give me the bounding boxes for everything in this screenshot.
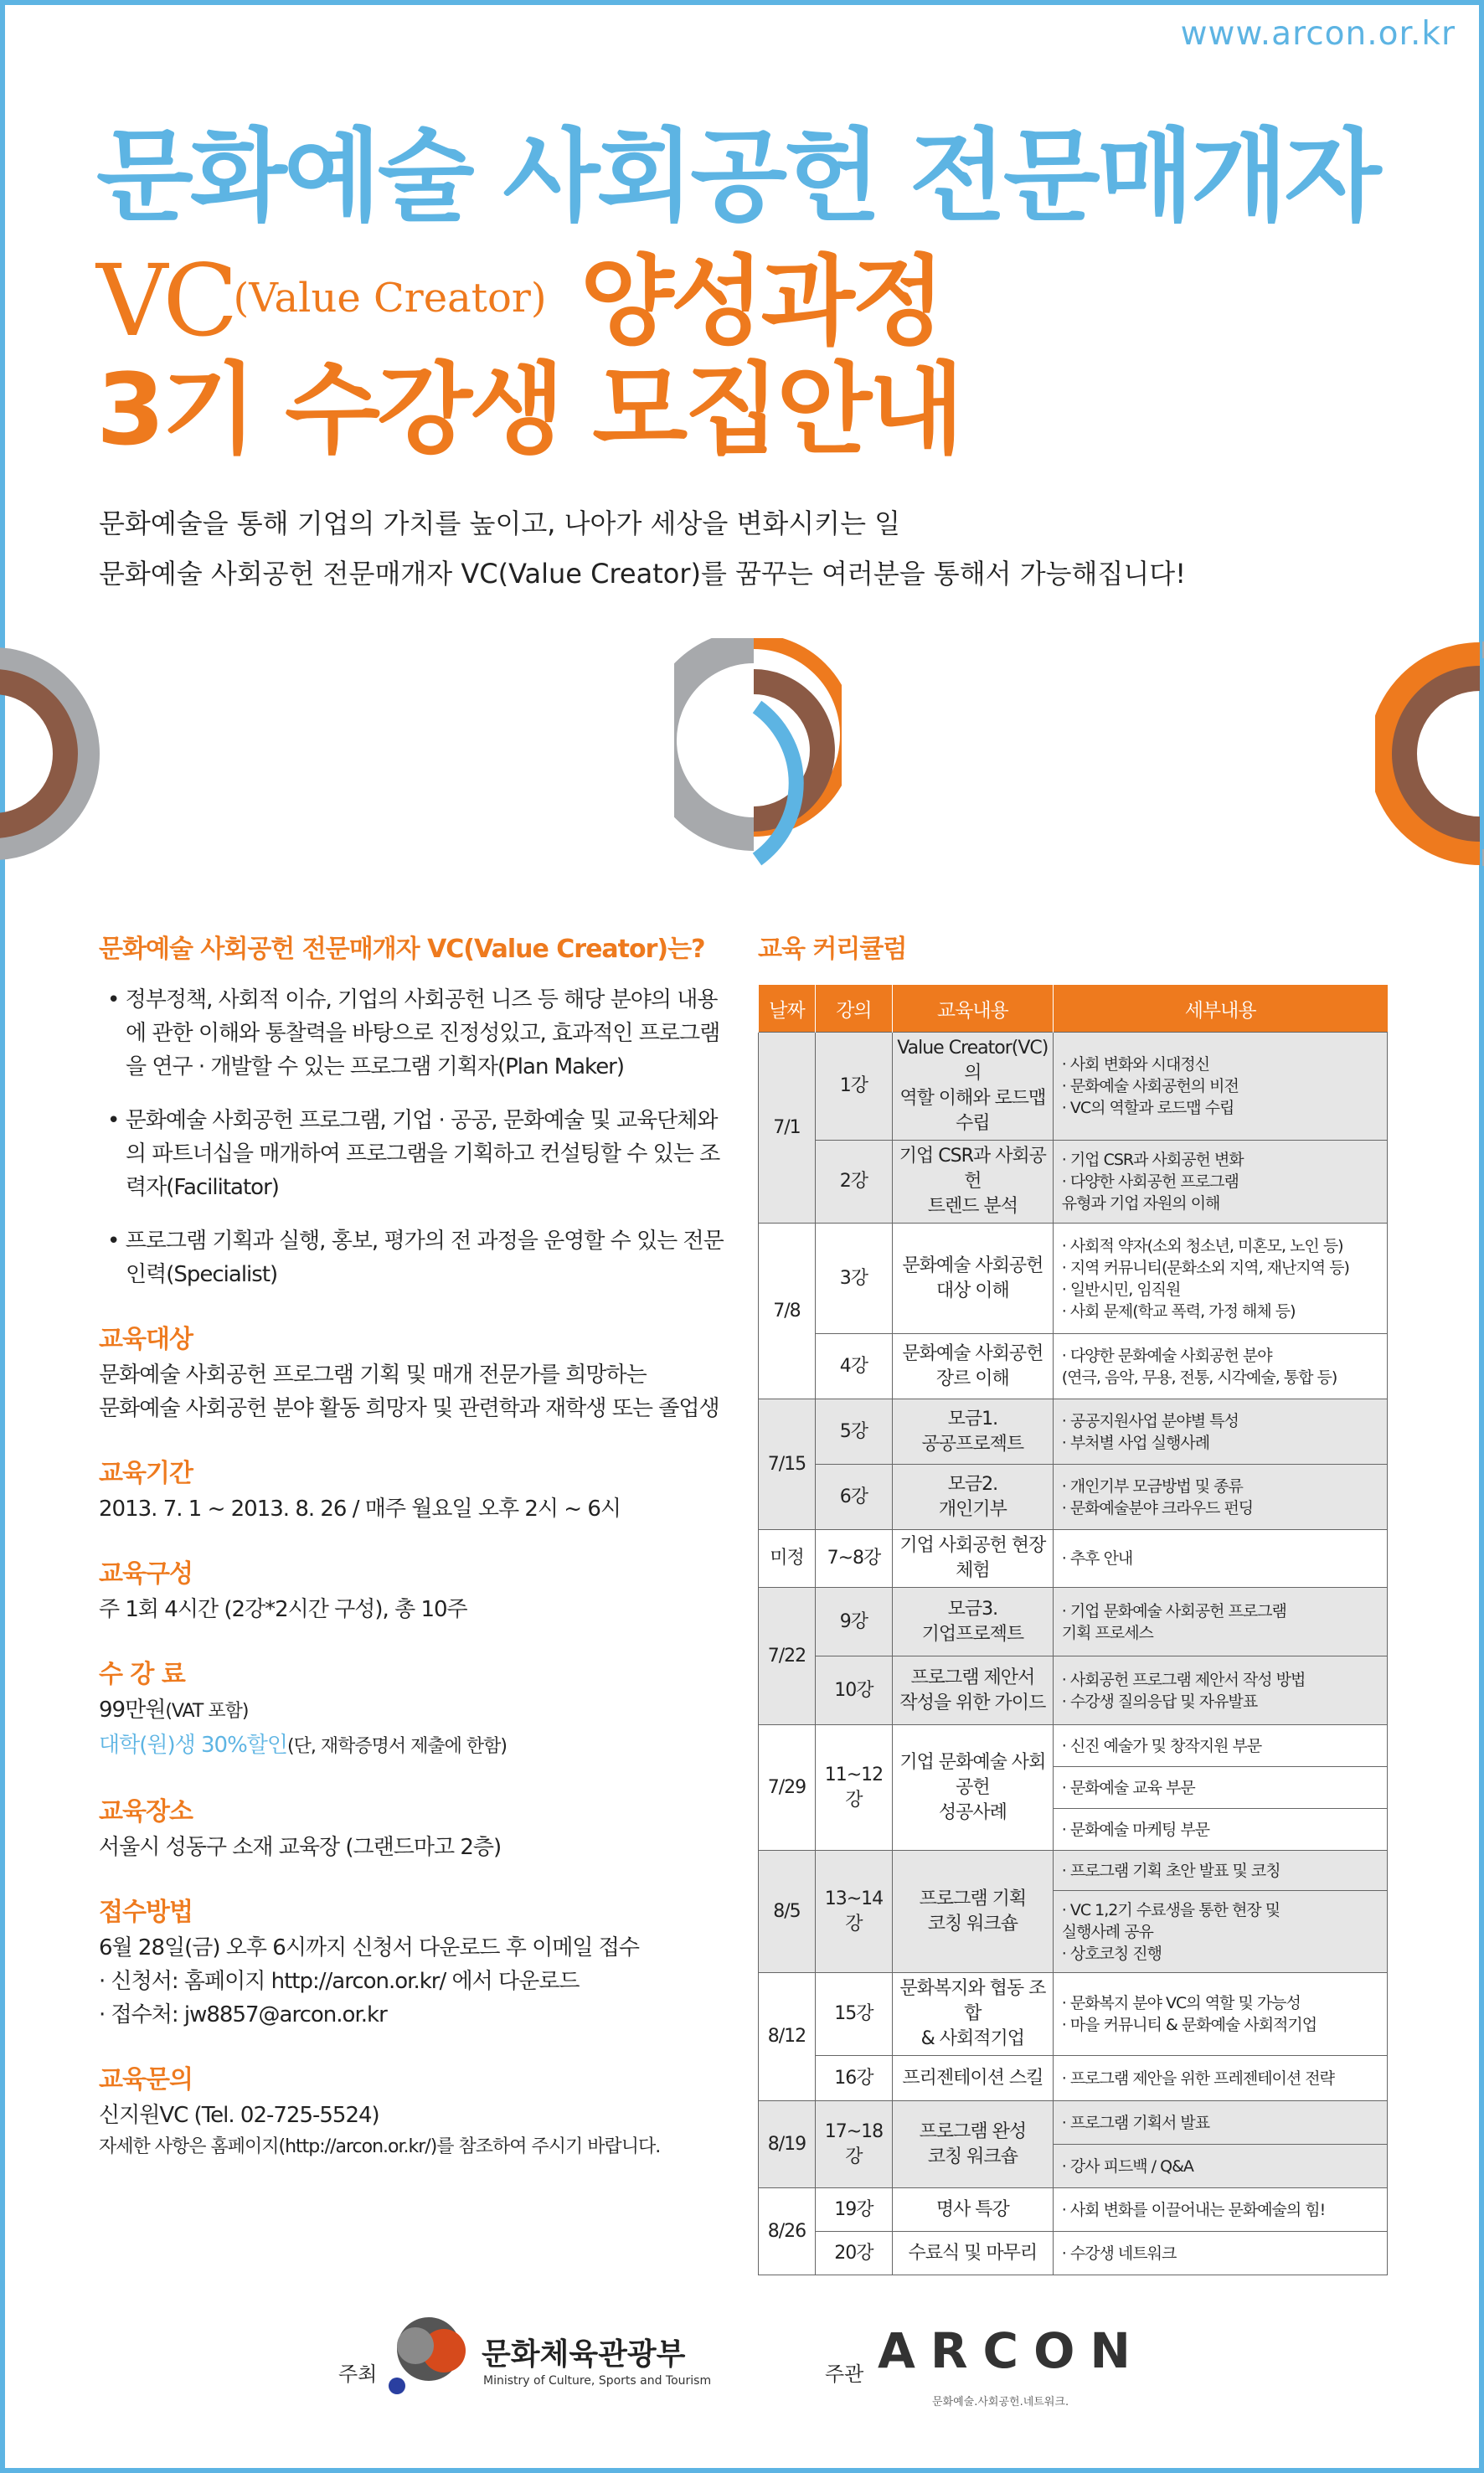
target-line: 문화예술 사회공헌 프로그램 기획 및 매개 전문가를 희망하는 xyxy=(99,1363,647,1388)
structure-heading: 교육구성 xyxy=(99,1559,193,1589)
title-vc-sub: (Value Creator) xyxy=(233,275,547,322)
ring-left-graphic xyxy=(0,636,109,871)
lecture-cell: 11~12강 xyxy=(815,1725,892,1851)
lecture-cell: 17~18강 xyxy=(815,2101,892,2188)
lecture-cell: 1강 xyxy=(815,1033,892,1141)
lecture-cell: 7~8강 xyxy=(815,1530,892,1588)
lecture-cell: 3강 xyxy=(815,1224,892,1334)
table-row xyxy=(759,2056,1388,2101)
date-cell: 7/1 xyxy=(759,1033,816,1224)
arcon-logo: ARCON xyxy=(878,2322,1146,2379)
table-row xyxy=(759,1851,1388,1891)
lecture-cell: 6강 xyxy=(815,1465,892,1530)
fee-discount-line xyxy=(99,1729,735,1764)
date-cell: 8/12 xyxy=(759,1973,816,2101)
contact-text: 신지원VC (Tel. 02-725-5524) xyxy=(99,2103,379,2128)
fee-discount-note: (단, 재학증명서 제출에 한함) xyxy=(287,1736,507,1757)
column-header: 교육내용 xyxy=(892,985,1053,1033)
website-link[interactable]: www.arcon.or.kr xyxy=(1180,15,1456,53)
structure-section xyxy=(99,1553,735,1626)
table-row xyxy=(759,1656,1388,1725)
content-cell: Value Creator(VC)의 역할 이해와 로드맵 수립 xyxy=(892,1033,1053,1141)
detail-cell: · 강사 피드백 / Q&A xyxy=(1053,2145,1387,2188)
content-cell: 프로그램 제안서 작성을 위한 가이드 xyxy=(892,1656,1053,1725)
intro-line: 문화예술 사회공헌 전문매개자 VC(Value Creator)를 꿈꾸는 여러분을 통해서 가능해집니다! xyxy=(99,558,1187,590)
curriculum-heading: 교육 커리큘럼 xyxy=(758,935,907,964)
venue-section xyxy=(99,1790,735,1864)
date-cell: 8/26 xyxy=(759,2188,816,2275)
period-section xyxy=(99,1452,735,1526)
detail-cell: · 기업 문화예술 사회공헌 프로그램 기획 프로세스 xyxy=(1053,1588,1387,1656)
detail-cell: · 사회 변화와 시대정신 · 문화예술 사회공헌의 비전 · VC의 역할과 로드맵 수립 xyxy=(1053,1033,1387,1141)
table-header-row xyxy=(759,985,1388,1033)
target-heading: 교육대상 xyxy=(99,1325,193,1354)
structure-text: 주 1회 4시간 (2강*2시간 구성), 총 10주 xyxy=(99,1597,467,1622)
venue-heading: 교육장소 xyxy=(99,1797,193,1826)
date-cell: 8/19 xyxy=(759,2101,816,2188)
lecture-cell: 19강 xyxy=(815,2188,892,2232)
detail-cell: · 문화예술 마케팅 부문 xyxy=(1053,1809,1387,1851)
title-line3: 3기 수강생 모집안내 xyxy=(96,352,961,467)
detail-cell: · 개인기부 모금방법 및 종류 · 문화예술분야 크라우드 펀딩 xyxy=(1053,1465,1387,1530)
content-cell: 기업 문화예술 사회공헌 성공사례 xyxy=(892,1725,1053,1851)
contact-section xyxy=(99,2058,735,2162)
lecture-cell: 15강 xyxy=(815,1973,892,2056)
fee-section xyxy=(99,1653,735,1764)
target-line: 문화예술 사회공헌 분야 활동 희망자 및 관련학과 재학생 또는 졸업생 xyxy=(99,1396,719,1421)
apply-section xyxy=(99,1891,735,2032)
info-column xyxy=(99,928,735,2162)
curriculum-table xyxy=(758,985,1388,2275)
detail-cell: · 공공지원사업 분야별 특성 · 부처별 사업 실행사례 xyxy=(1053,1399,1387,1465)
detail-cell: · 사회적 약자(소외 청소년, 미혼모, 노인 등) · 지역 커뮤니티(문화소외 지역, 재난지역 등) · 일반시민, 임직원 · 사회 문제(학교 폭력, 가정 해체 등) xyxy=(1053,1224,1387,1334)
intro-text xyxy=(99,498,1186,599)
detail-cell: · 사회공헌 프로그램 제안서 작성 방법 · 수강생 질의응답 및 자유발표 xyxy=(1053,1656,1387,1725)
about-bullet: • 정부정책, 사회적 이슈, 기업의 사회공헌 니즈 등 해당 분야의 내용에 관한 이해와 통찰력을 바탕으로 진정성있고, 효과적인 프로그램을 연구 · 개발할 수 있는 프로그램 기획자(Plan Maker) xyxy=(107,987,720,1079)
content-cell: 수료식 및 마무리 xyxy=(892,2232,1053,2275)
contact-note: 자세한 사항은 홈페이지(http://arcon.or.kr/)를 참조하여 주시기 바랍니다. xyxy=(99,2136,661,2157)
fee-price-note: (VAT 포함) xyxy=(165,1701,249,1722)
host-name: 문화체육관광부 xyxy=(482,2337,686,2372)
table-row xyxy=(759,1725,1388,1767)
table-row xyxy=(759,1399,1388,1465)
table-row xyxy=(759,2188,1388,2232)
org-sub: 문화예술.사회공헌.네트워크. xyxy=(932,2396,1069,2409)
apply-heading: 접수방법 xyxy=(99,1898,193,1927)
table-row xyxy=(759,1033,1388,1141)
ministry-logo xyxy=(385,2314,469,2398)
content-cell: 기업 CSR과 사회공헌 트렌드 분석 xyxy=(892,1141,1053,1224)
content-cell: 모금3. 기업프로젝트 xyxy=(892,1588,1053,1656)
detail-cell: · 사회 변화를 이끌어내는 문화예술의 힘! xyxy=(1053,2188,1387,2232)
apply-email-link[interactable]: · 접수처: jw8857@arcon.or.kr xyxy=(99,2002,387,2027)
table-row xyxy=(759,2101,1388,2145)
content-cell: 모금2. 개인기부 xyxy=(892,1465,1053,1530)
title-vc: VC xyxy=(96,243,234,358)
lecture-cell: 2강 xyxy=(815,1141,892,1224)
about-bullet: • 프로그램 기획과 실행, 홍보, 평가의 전 과정을 운영할 수 있는 전문 인력(Specialist) xyxy=(107,1229,724,1287)
apply-text: 6월 28일(금) 오후 6시까지 신청서 다운로드 후 이메일 접수 xyxy=(99,1935,640,1960)
lecture-cell: 4강 xyxy=(815,1334,892,1399)
title-line1: 문화예술 사회공헌 전문매개자 xyxy=(96,119,1378,235)
content-cell: 프로그램 완성 코칭 워크숍 xyxy=(892,2101,1053,2188)
detail-cell: · 프로그램 제안을 위한 프레젠테이션 전략 xyxy=(1053,2056,1387,2101)
contact-heading: 교육문의 xyxy=(99,2065,193,2094)
table-row xyxy=(759,1465,1388,1530)
date-cell: 미정 xyxy=(759,1530,816,1588)
lecture-cell: 16강 xyxy=(815,2056,892,2101)
column-header: 날짜 xyxy=(759,985,816,1033)
detail-cell: · 수강생 네트워크 xyxy=(1053,2232,1387,2275)
curriculum-column xyxy=(758,928,1388,2275)
about-bullet: • 문화예술 사회공헌 프로그램, 기업 · 공공, 문화예술 및 교육단체와의 파트너십을 매개하여 프로그램을 기획하고 컨설팅할 수 있는 조력자(Facilitator) xyxy=(107,1108,720,1200)
host-label: 주최 xyxy=(338,2362,378,2386)
detail-cell: · 프로그램 기획서 발표 xyxy=(1053,2101,1387,2145)
lecture-cell: 9강 xyxy=(815,1588,892,1656)
date-cell: 7/8 xyxy=(759,1224,816,1399)
detail-cell: · 추후 안내 xyxy=(1053,1530,1387,1588)
content-cell: 문화예술 사회공헌 대상 이해 xyxy=(892,1224,1053,1334)
table-row xyxy=(759,1334,1388,1399)
title-line2-rest: 양성과정 xyxy=(580,245,942,358)
detail-cell: · VC 1,2기 수료생을 통한 현장 및 실행사례 공유 · 상호코칭 진행 xyxy=(1053,1891,1387,1973)
date-cell: 8/5 xyxy=(759,1851,816,1973)
org-label: 주관 xyxy=(825,2362,864,2386)
period-text: 2013. 7. 1 ~ 2013. 8. 26 / 매주 월요일 오후 2시 ~ 6시 xyxy=(99,1497,621,1522)
content-cell: 명사 특강 xyxy=(892,2188,1053,2232)
apply-form-link[interactable]: · 신청서: 홈페이지 http://arcon.or.kr/ 에서 다운로드 xyxy=(99,1969,580,1994)
date-cell: 7/29 xyxy=(759,1725,816,1851)
lecture-cell: 13~14강 xyxy=(815,1851,892,1973)
content-cell: 프로그램 기획 코칭 워크숍 xyxy=(892,1851,1053,1973)
title-line2 xyxy=(96,243,942,358)
date-cell: 7/15 xyxy=(759,1399,816,1530)
content-cell: 문화복지와 협동 조합 & 사회적기업 xyxy=(892,1973,1053,2056)
table-row xyxy=(759,1530,1388,1588)
ring-right-graphic xyxy=(1375,636,1484,871)
about-heading: 문화예술 사회공헌 전문매개자 VC(Value Creator)는? xyxy=(99,935,705,964)
table-row xyxy=(759,1973,1388,2056)
fee-price: 99만원 xyxy=(99,1698,166,1723)
content-cell: 프리젠테이션 스킬 xyxy=(892,2056,1053,2101)
intro-line: 문화예술을 통해 기업의 가치를 높이고, 나아가 세상을 변화시키는 일 xyxy=(99,507,901,539)
fee-price-line xyxy=(99,1693,735,1729)
table-row xyxy=(759,2232,1388,2275)
period-heading: 교육기간 xyxy=(99,1459,193,1488)
venue-text: 서울시 성동구 소재 교육장 (그랜드마고 2층) xyxy=(99,1835,502,1860)
detail-cell: · 문화복지 분야 VC의 역할 및 가능성 · 마을 커뮤니티 & 문화예술 사회적기업 xyxy=(1053,1973,1387,2056)
detail-cell: · 프로그램 기획 초안 발표 및 코칭 xyxy=(1053,1851,1387,1891)
column-header: 세부내용 xyxy=(1053,985,1387,1033)
detail-cell: · 신진 예술가 및 창작지원 부문 xyxy=(1053,1725,1387,1767)
detail-cell: · 기업 CSR과 사회공헌 변화 · 다양한 사회공헌 프로그램 유형과 기업 자원의 이해 xyxy=(1053,1141,1387,1224)
date-cell: 7/22 xyxy=(759,1588,816,1725)
detail-cell: · 다양한 문화예술 사회공헌 분야 (연극, 음악, 무용, 전통, 시각예술, 통합 등) xyxy=(1053,1334,1387,1399)
table-row xyxy=(759,1141,1388,1224)
lecture-cell: 10강 xyxy=(815,1656,892,1725)
content-cell: 기업 사회공헌 현장체험 xyxy=(892,1530,1053,1588)
detail-cell: · 문화예술 교육 부문 xyxy=(1053,1767,1387,1809)
fee-heading: 수 강 료 xyxy=(99,1660,185,1689)
lecture-cell: 20강 xyxy=(815,2232,892,2275)
content-cell: 모금1. 공공프로젝트 xyxy=(892,1399,1053,1465)
content-cell: 문화예술 사회공헌 장르 이해 xyxy=(892,1334,1053,1399)
column-header: 강의 xyxy=(815,985,892,1033)
lecture-cell: 5강 xyxy=(815,1399,892,1465)
table-row xyxy=(759,1224,1388,1334)
ring-center-graphic xyxy=(674,638,842,868)
host-sub: Ministry of Culture, Sports and Tourism xyxy=(483,2374,712,2388)
footer xyxy=(0,2299,1484,2408)
table-row xyxy=(759,1588,1388,1656)
fee-discount: 대학(원)생 30%할인 xyxy=(99,1733,288,1758)
target-section xyxy=(99,1318,735,1425)
